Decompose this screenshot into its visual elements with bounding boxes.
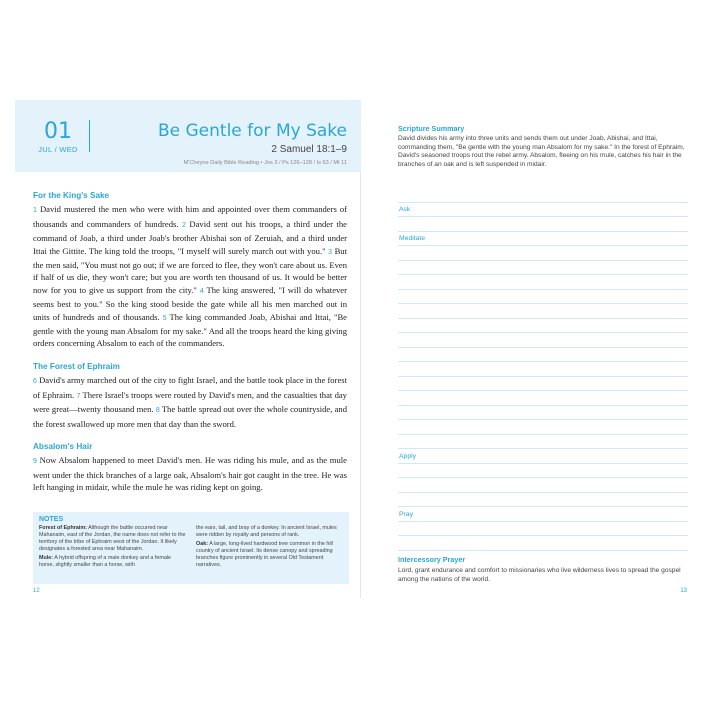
summary-text: David divides his army into three units and sends them out under Joab, Abishai, and Ittai, commanding them, "Be gentle with the young man Absalom for my sake." In the forest of Ephraim, David's seasoned troops rout the rebel army. Absalom, fleeing on his mule, catches his hair in the branches of an oak and is left suspended in midair. [398, 135, 685, 168]
notes-column-1 [39, 525, 186, 571]
notes-heading: NOTES [39, 516, 64, 523]
journal-line[interactable] [398, 377, 688, 392]
apply-label: Apply [399, 452, 417, 460]
book-spread [15, 100, 705, 598]
meditate-label: Meditate [399, 235, 426, 242]
summary-heading: Scripture Summary [398, 124, 465, 133]
notes-columns [39, 525, 343, 571]
verse-number: 8 [155, 407, 160, 415]
pray-label: Pray [399, 510, 413, 518]
date-weekday: JUL / WED [38, 145, 78, 154]
journal-line[interactable] [398, 449, 688, 464]
right-page [362, 100, 705, 598]
journal-line[interactable] [398, 246, 688, 261]
notes-column-2 [196, 525, 343, 571]
notes-box [33, 512, 349, 584]
journal-line[interactable] [398, 522, 688, 537]
journal-line[interactable] [398, 261, 688, 276]
prayer-text: Lord, grant endurance and comfort to missionaries who live wilderness lives to spread the gospel among the nations of the world. [398, 567, 681, 583]
verse-text: The king commanded Joab, Abishai and Ittai, "Be gentle with the young man Absalom for my sake." And all the troops heard the king giving orders concerning Absalom to each of the commanders. [33, 311, 347, 349]
verse-text: David's army marched out of the city to fight Israel, and the battle took place in the forest of Ephraim. [33, 375, 348, 400]
verse-text: The king answered, "I will do whatever seems best to you." So the king stood beside the gate while all his men marched out in units of hundreds and of thousands. [33, 284, 347, 322]
date-block [33, 120, 83, 154]
journal-line[interactable] [398, 420, 688, 435]
section-heading: Absalom's Hair [33, 441, 93, 451]
note-entry [196, 525, 343, 539]
journal-line[interactable] [398, 536, 688, 551]
page-number-right: 13 [680, 588, 687, 594]
verse-number: 4 [199, 287, 204, 295]
section-absaloms-hair [33, 441, 347, 494]
note-text: A large, long-lived hardwood tree common in the hill country of ancient Israel. Its dense canopy and spreading branches figure prominently in several Old Testament narratives. [196, 541, 333, 568]
note-text: Although the battle occurred near Mahanaim, east of the Jordan, the name does not refer to the territory of the tribe of Ephraim west of the Jordan. It likely designates a forested area near Mahanaim. [39, 525, 186, 552]
verse-number: 1 [33, 207, 37, 215]
prayer-heading: Intercessory Prayer [398, 555, 466, 564]
journal-line[interactable] [398, 406, 688, 421]
section-heading: For the King's Sake [33, 191, 110, 200]
verse-number: 9 [33, 458, 37, 466]
journal-line[interactable] [398, 362, 688, 377]
verse-number: 6 [33, 378, 37, 386]
page-title: Be Gentle for My Sake [157, 121, 347, 141]
journal-line[interactable] [398, 304, 688, 319]
journal-line[interactable] [398, 188, 688, 203]
verse-text: David mustered the men who were with him and appointed over them commanders of thousands and commanders of hundreds. [33, 204, 347, 229]
intercessory-prayer [398, 555, 692, 584]
journal-line[interactable] [398, 232, 688, 247]
journal-line[interactable] [398, 464, 688, 479]
note-entry [39, 555, 186, 569]
journal-line[interactable] [398, 275, 688, 290]
verse-number: 5 [162, 314, 167, 322]
date-divider [89, 120, 90, 152]
note-term: Oak: [196, 541, 208, 547]
journal-line[interactable] [398, 217, 688, 232]
left-page [15, 100, 361, 598]
journal-line[interactable] [398, 391, 688, 406]
note-entry [39, 525, 186, 553]
journal-line[interactable] [398, 478, 688, 493]
verse-text: There Israel's troops were routed by David's men, and the casualties that day were great—twenty thousand men. [33, 389, 347, 415]
note-term: Mule: [39, 555, 54, 561]
journal-line[interactable] [398, 203, 688, 218]
journal-line[interactable] [398, 493, 688, 508]
verse-number: 7 [76, 392, 81, 400]
date-day: 01 [44, 119, 72, 144]
verse-text: Now Absalom happened to meet David's men. He was riding his mule, and as the mule went under the thick branches of a large oak, Absalom's hair got caught in the tree. He was left hanging in midair, while the mule he was riding kept on going. [33, 455, 347, 493]
section-forest-of-ephraim [33, 361, 347, 430]
verse-text: The battle spread out over the whole countryside, and the forest swallowed up more men that day than the sword. [33, 404, 348, 429]
note-text: A hybrid offspring of a male donkey and a female horse, slightly smaller than a horse, with [39, 555, 172, 568]
journal-line[interactable] [398, 435, 688, 450]
verse-text: But the men said, "You must not go out; if we are forced to flee, they won't care about us. Even if half of us die, they won't care; but you are worth ten thousand of us. It would be better now for you to give us support from the city." [33, 245, 347, 295]
page-number-left: 12 [33, 588, 40, 594]
journal-line[interactable] [398, 333, 688, 348]
journal-line[interactable] [398, 348, 688, 363]
header-band [15, 100, 361, 172]
scripture-summary [398, 124, 692, 169]
journal-line[interactable] [398, 290, 688, 305]
note-entry [196, 541, 343, 569]
journal-line[interactable] [398, 319, 688, 334]
scripture-reading [33, 190, 347, 505]
note-term: Forest of Ephraim: [39, 525, 87, 531]
note-text: the ears, tail, and bray of a donkey. In ancient Israel, mules were ridden by royalty and persons of rank. [196, 525, 337, 538]
journal-line[interactable] [398, 507, 688, 522]
ask-label: Ask [399, 206, 411, 213]
reading-plan: M'Cheyne Daily Bible Reading • Jos 3 / Ps 126–128 / Is 63 / Mt 11 [183, 160, 347, 166]
verse-number: 2 [182, 221, 186, 229]
scripture-reference: 2 Samuel 18:1–9 [271, 144, 347, 155]
verse-text: David sent out his troops, a third under the command of Joab, a third under Joab's brother Abishai son of Zeruiah, and a third under Ittai the Gittite. The king told the troops, "I myself will surely march out with you." [33, 218, 347, 256]
verse-number: 3 [328, 248, 333, 256]
journal-lines-top [398, 188, 688, 551]
section-heading: The Forest of Ephraim [33, 361, 120, 371]
section-kings-sake [33, 190, 347, 350]
